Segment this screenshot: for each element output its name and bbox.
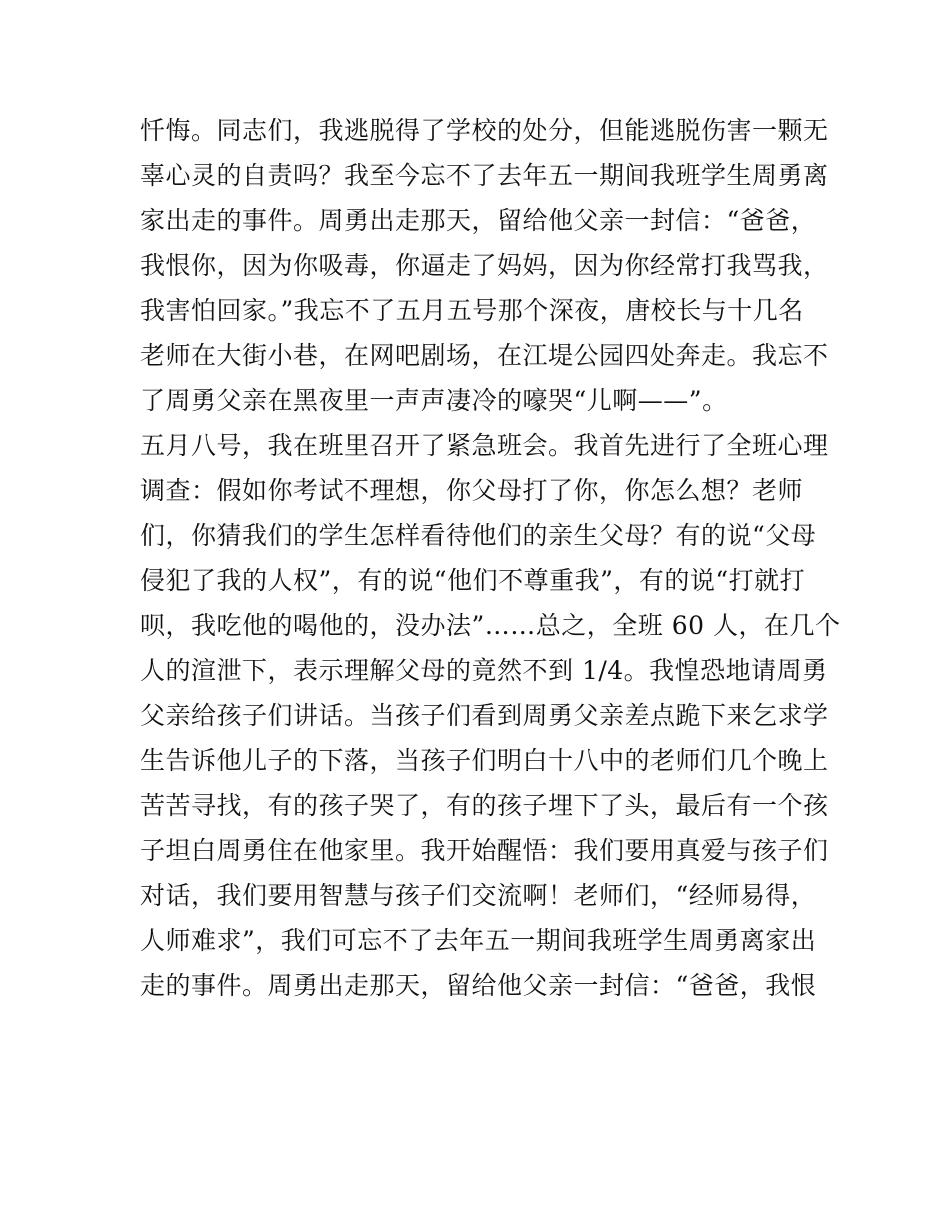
text-line-7: 了周勇父亲在黑夜里一声声凄冷的嚎哭“儿啊——”。 — [140, 386, 728, 415]
text-line-14: 父亲给孩子们讲话。当孩子们看到周勇父亲差点跪下来乞求学 — [140, 701, 829, 730]
text-line-4: 我恨你，因为你吸毒，你逼走了妈妈，因为你经常打我骂我， — [140, 251, 829, 280]
body-text — [140, 108, 841, 1008]
text-line-12: 呗，我吃他的喝他的，没办法”……总之，全班 60 人，在几个 — [140, 611, 841, 640]
text-line-19: 人师难求”，我们可忘不了去年五一期间我班学生周勇离家出 — [140, 926, 817, 955]
text-line-6: 老师在大街小巷，在网吧剧场，在江堤公园四处奔走。我忘不 — [140, 341, 829, 370]
text-line-9: 调查：假如你考试不理想，你父母打了你，你怎么想？老师 — [140, 476, 804, 505]
text-line-18: 对话，我们要用智慧与孩子们交流啊！老师们，“经师易得， — [140, 881, 817, 910]
text-line-8: 五月八号，我在班里召开了紧急班会。我首先进行了全班心理 — [140, 431, 829, 460]
text-line-1: 忏悔。同志们，我逃脱得了学校的处分，但能逃脱伤害一颗无 — [140, 116, 829, 145]
text-line-15: 生告诉他儿子的下落，当孩子们明白十八中的老师们几个晚上 — [140, 746, 829, 775]
text-line-11: 侵犯了我的人权”，有的说“他们不尊重我”，有的说“打就打 — [140, 566, 806, 595]
text-line-20: 走的事件。周勇出走那天，留给他父亲一封信：“爸爸，我恨 — [140, 971, 817, 1000]
text-line-10: 们，你猜我们的学生怎样看待他们的亲生父母？有的说“父母 — [140, 521, 817, 550]
text-line-3: 家出走的事件。周勇出走那天，留给他父亲一封信：“爸爸， — [140, 206, 817, 235]
text-line-5: 我害怕回家。”我忘不了五月五号那个深夜，唐校长与十几名 — [140, 296, 804, 325]
text-line-16: 苦苦寻找，有的孩子哭了，有的孩子埋下了头，最后有一个孩 — [140, 791, 829, 820]
text-line-2: 辜心灵的自责吗？我至今忘不了去年五一期间我班学生周勇离 — [140, 161, 829, 190]
text-line-17: 子坦白周勇住在他家里。我开始醒悟：我们要用真爱与孩子们 — [140, 836, 829, 865]
text-line-13: 人的渲泄下，表示理解父母的竟然不到 1/4。我惶恐地请周勇 — [140, 656, 828, 685]
